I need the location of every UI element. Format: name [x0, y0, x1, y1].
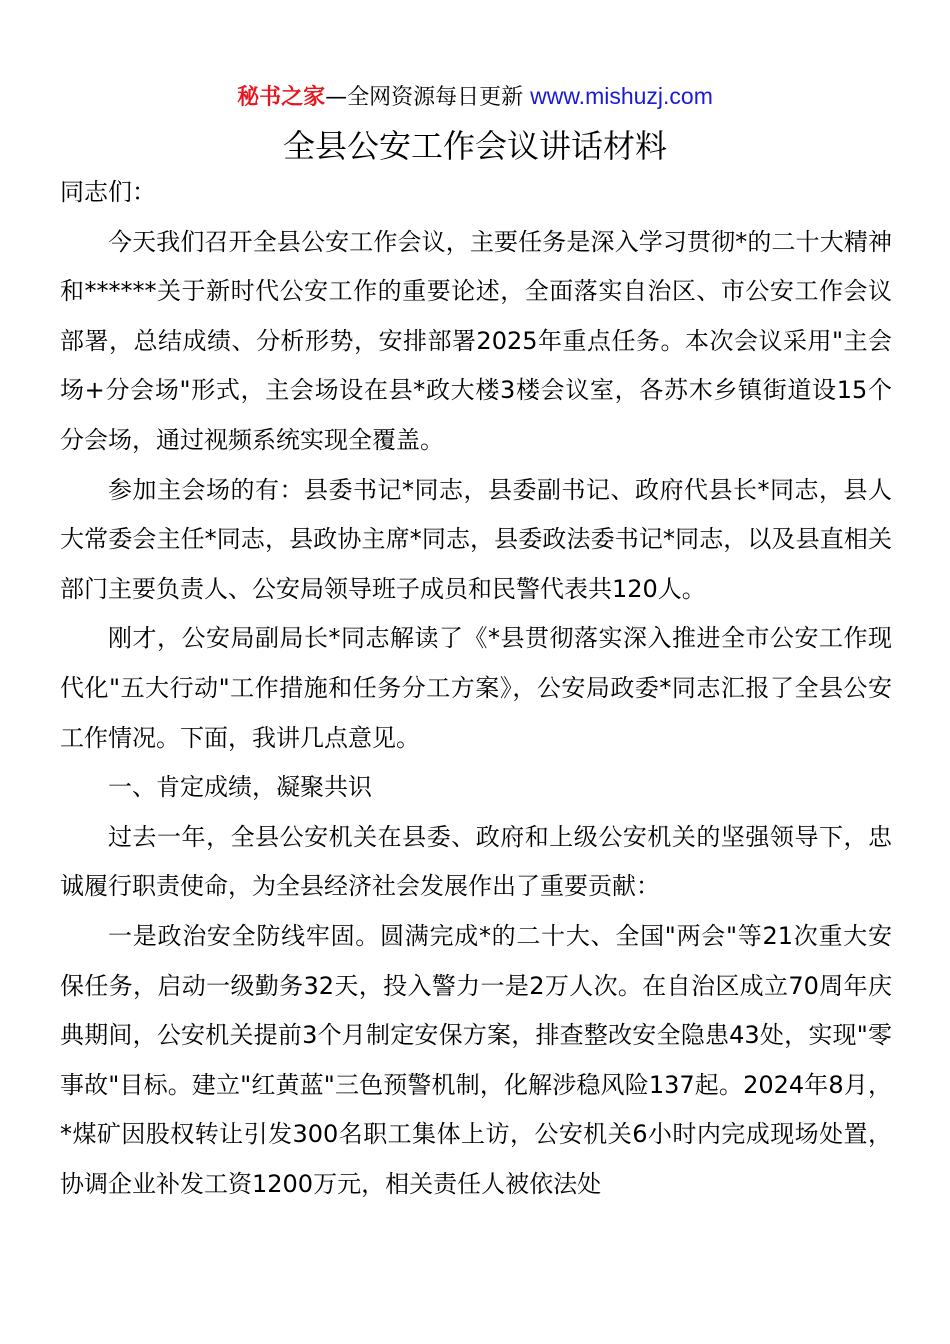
section-heading: 一、肯定成绩，凝聚共识: [108, 773, 372, 802]
paragraph-attendees: 参加主会场的有：县委书记*同志，县委副书记、政府代县长*同志，县人大常委会主任*同志，县政协主席*同志，县委政法委书记*同志，以及县直相关部门主要负责人、公安局领导班子成员和民警代表共120人。: [60, 475, 892, 603]
site-name: 秘书之家: [237, 85, 326, 110]
paragraph-opening: 今天我们召开全县公安工作会议，主要任务是深入学习贯彻*的二十大精神和******关于新时代公安工作的重要论述，全面落实自治区、市公安工作会议部署，总结成绩、分析形势，安排部署2025年重点任务。本次会议采用"主会场+分会场"形式，主会场设在县*政大楼3楼会议室，各苏木乡镇街道设15个分会场，通过视频系统实现全覆盖。: [60, 227, 892, 454]
salutation: 同志们：: [60, 178, 156, 206]
paragraph-review-intro: 过去一年，全县公安机关在县委、政府和上级公安机关的坚强领导下，忠诚履行职责使命，为全县经济社会发展作出了重要贡献：: [60, 822, 892, 901]
document-title: 全县公安工作会议讲话材料: [282, 127, 667, 165]
paragraph-political-security: 一是政治安全防线牢固。圆满完成*的二十大、全国"两会"等21次重大安保任务，启动一级勤务32天，投入警力一是2万人次。在自治区成立70周年庆典期间，公安机关提前3个月制定安保方案，排查整改安全隐患43处，实现"零事故"目标。建立"红黄蓝"三色预警机制，化解涉稳风险137起。2024年8月，*煤矿因股权转让引发300名职工集体上访，公安机关6小时内完成现场处置，协调企业补发工资1200万元，相关责任人被依法处: [60, 921, 892, 1198]
paragraph-agenda: 刚才，公安局副局长*同志解读了《*县贯彻落实深入推进全市公安工作现代化"五大行动"工作措施和任务分工方案》，公安局政委*同志汇报了全县公安工作情况。下面，我讲几点意见。: [60, 624, 892, 752]
document-body: [60, 168, 892, 1209]
site-header: [0, 80, 950, 114]
site-url-link[interactable]: www.mishuzj.com: [530, 83, 713, 109]
site-tagline: —全网资源每日更新: [325, 85, 531, 110]
